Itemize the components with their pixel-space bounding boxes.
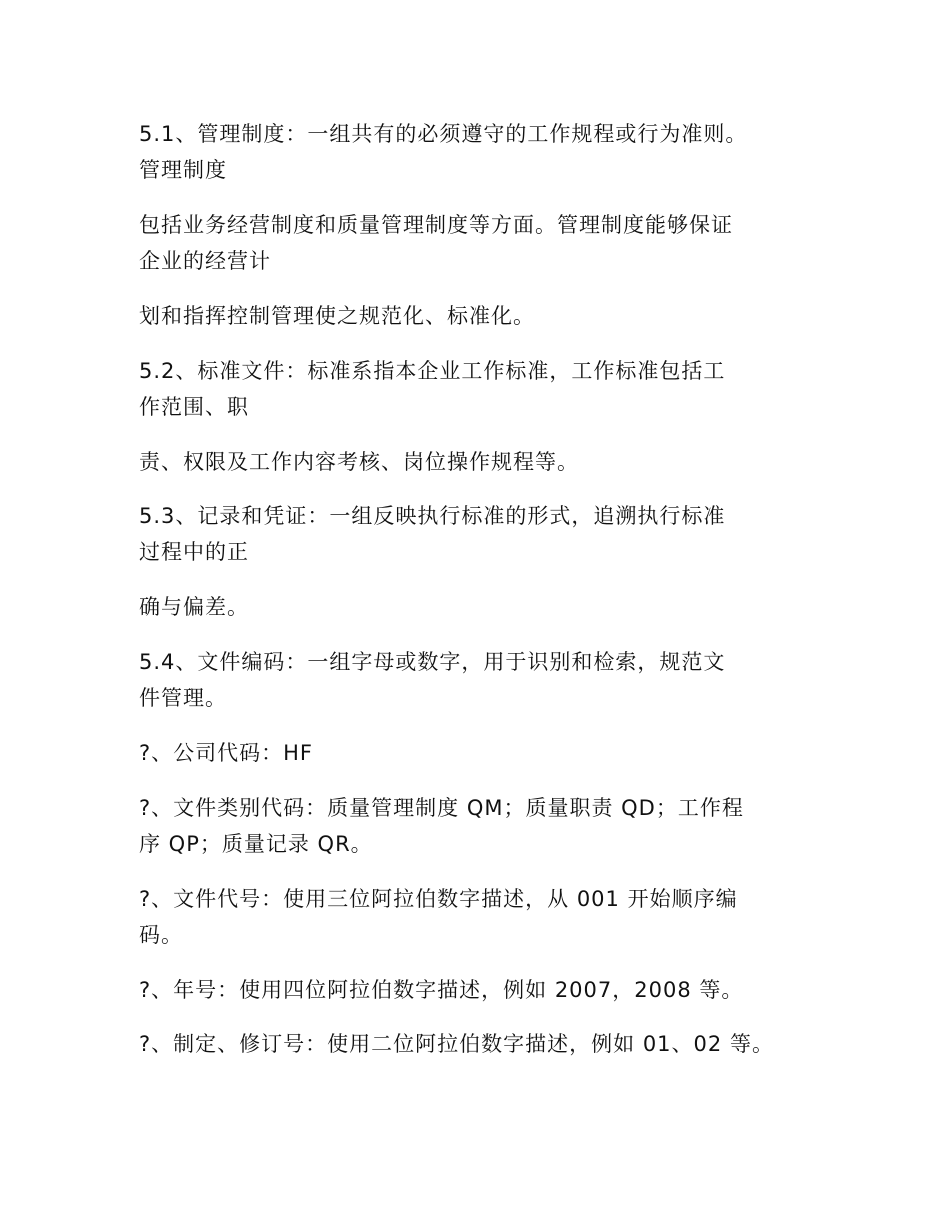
text-line: 5.4、文件编码：一组字母或数字，用于识别和检索，规范文 — [139, 650, 726, 674]
text-line: 管理制度 — [139, 158, 227, 182]
text-line: ?、年号：使用四位阿拉伯数字描述，例如 2007，2008 等。 — [139, 978, 744, 1002]
text-line: 5.2、标准文件：标准系指本企业工作标准，工作标准包括工 — [139, 359, 726, 383]
text-line: 确与偏差。 — [139, 595, 249, 619]
text-line: 企业的经营计 — [139, 249, 271, 273]
text-line: 责、权限及工作内容考核、岗位操作规程等。 — [139, 450, 579, 474]
text-line: ?、文件类别代码：质量管理制度 QM；质量职责 QD；工作程 — [139, 796, 744, 820]
text-line: 5.1、管理制度：一组共有的必须遵守的工作规程或行为准则。 — [139, 122, 748, 146]
text-line: 码。 — [139, 923, 183, 947]
text-line: 件管理。 — [139, 686, 227, 710]
text-line: ?、制定、修订号：使用二位阿拉伯数字描述，例如 01、02 等。 — [139, 1032, 774, 1056]
text-line: 过程中的正 — [139, 540, 249, 564]
text-line: 作范围、职 — [139, 395, 249, 419]
text-line: ?、文件代号：使用三位阿拉伯数字描述，从 001 开始顺序编 — [139, 887, 738, 911]
text-line: 包括业务经营制度和质量管理制度等方面。管理制度能够保证 — [139, 213, 733, 237]
text-line: 5.3、记录和凭证：一组反映执行标准的形式，追溯执行标准 — [139, 504, 726, 528]
text-line: 序 QP；质量记录 QR。 — [139, 832, 373, 856]
text-line: ?、公司代码：HF — [139, 741, 314, 765]
text-line: 划和指挥控制管理使之规范化、标准化。 — [139, 304, 535, 328]
